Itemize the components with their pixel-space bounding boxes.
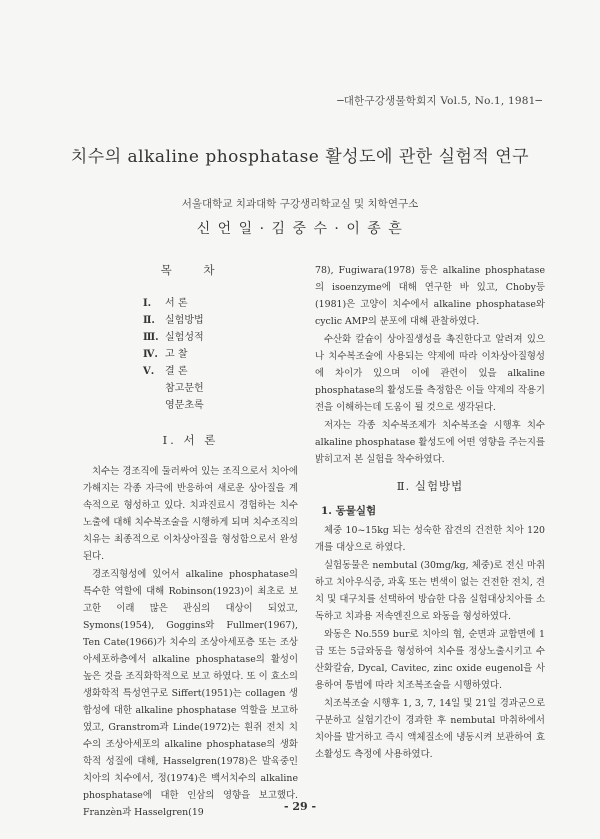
body-paragraph: 경조직형성에 있어서 alkaline phosphatase의 특수한 역할에 대해 Robinson(1923)이 최초로 보고한 이래 많은 관심의 대상이 되었고, Symons(1954), Goggins와 Fullmer(1967), Ten Cate(1966)가 치수의 조상아세포층 또는 조상아세포하층에서 alkaline phosphatase의 활성이 높은 것을 조직화학적으로 보고 하였다. 또 이 효소의 생화학적 특성연구로 Siffert(1951)는 collagen 생합성에 대한 alkaline phosphatase 역할을 보고하였고, Granstrom과 Linde(1972)는 흰쥐 전치 치수의 조상아세포의 alkaline phosphatase의 생화학적 성질에 대해, Hasselgren(1978)은 발육중인 치아의 치수에서, 정(1974)은 백서치수의 alkaline phosphatase에 대한 인삼의 영향을 보고했다. Franzèn과 Hasselgren(19 <box>83 569 298 818</box>
toc-number: Ⅳ. <box>143 349 158 360</box>
toc-item <box>143 312 298 329</box>
toc-label: 실험성적 <box>165 332 204 343</box>
toc-item <box>143 346 298 363</box>
body-paragraph: 체중 10~15kg 되는 성숙한 잡견의 건전한 치아 120개를 대상으로 하였다. <box>315 525 545 553</box>
body-paragraph: 저자는 각종 치수복조제가 치수복조술 시행후 치수 alkaline phosphatase 활성도에 어떤 영향을 주는지를 밝히고저 본 실험을 착수하였다. <box>315 420 545 465</box>
body-paragraph: 치조복조술 시행후 1, 3, 7, 14일 및 21일 경과군으로 구분하고 실험기간이 경과한 후 nembutal 마취하에서 치아를 발거하고 즉시 액체질소에 냉동시켜 보관하여 효소활성도 측정에 사용하였다. <box>315 698 545 760</box>
toc-number: Ⅱ. <box>143 315 155 326</box>
toc-label: 결 론 <box>165 366 188 377</box>
right-column <box>315 262 545 763</box>
section-heading-introduction: Ⅰ. 서 론 <box>162 433 219 447</box>
toc-number: Ⅰ. <box>143 298 152 309</box>
toc-label: 실험방법 <box>165 315 204 326</box>
body-paragraph: 실험동물은 nembutal (30mg/kg, 체중)로 전신 마취하고 치아우식증, 과혹 또는 변색이 없는 건전한 전치, 견치 및 대구치를 선택하여 방습한 다음 실험대상치아를 소독하고 치과용 저속엔진으로 와동을 형성하였다. <box>315 560 545 622</box>
toc-label: 영문초록 <box>165 400 204 411</box>
toc-number: Ⅲ. <box>143 332 159 343</box>
subsection-heading: 1. 동물실험 <box>321 505 377 517</box>
body-paragraph: 78), Fugiwara(1978) 등은 alkaline phosphatase의 isoenzyme에 대해 연구한 바 있고, Choby등 (1981)은 고양이 치수에서 alkaline phosphatase와 cyclic AMP의 분포에 대해 관찰하였다. <box>315 265 545 327</box>
left-column <box>83 262 298 821</box>
body-paragraph: 치수는 경조직에 둘러싸여 있는 조직으로서 치아에 가해지는 각종 자극에 반응하여 새로운 상아질을 계속적으로 형성하고 있다. 치과진료시 경험하는 치수노출에 대해 치수복조술을 시행하게 되며 치수조직의 치유는 최종적으로 이차상아질을 형성함으로서 완성된다. <box>83 466 298 562</box>
toc-label: 서 론 <box>165 298 188 309</box>
toc-label: 참고문헌 <box>165 383 204 394</box>
toc-heading: 목 차 <box>160 263 229 277</box>
section-heading-methods: Ⅱ. 실험방법 <box>396 479 464 493</box>
table-of-contents <box>83 295 298 414</box>
paper-title: 치수의 alkaline phosphatase 활성도에 관한 실험적 연구 <box>70 147 530 167</box>
toc-number: Ⅴ. <box>143 366 155 377</box>
body-paragraph: 와동은 No.559 bur로 치아의 협, 순면과 교합면에 1급 또는 5급와동을 형성하여 치수를 정상노출시키고 수산화칼슘, Dycal, Cavitec, zinc oxide eugenol을 사용하여 통법에 따라 치조복조술을 시행하였다. <box>315 629 545 691</box>
page-number: - 29 - <box>283 800 317 813</box>
running-head: ─대한구강생물학회지 Vol.5, No.1, 1981─ <box>337 95 542 107</box>
authors: 신 언 일 · 김 중 수 · 이 종 흔 <box>196 221 404 237</box>
toc-item <box>143 329 298 346</box>
toc-label: 고 찰 <box>165 349 188 360</box>
toc-item <box>143 380 298 397</box>
toc-item <box>143 295 298 312</box>
body-paragraph: 수산화 칼슘이 상아질생성을 촉진한다고 알려져 있으나 치수복조술에 사용되는 약제에 따라 이차상아질형성에 차이가 있으며 이에 관련이 있을 alkaline phosphatase의 활성도를 측정함은 이들 약제의 작용기전을 이해하는데 도움이 될 것으로 생각된다. <box>315 334 545 413</box>
affiliation: 서울대학교 치과대학 구강생리학교실 및 치학연구소 <box>181 198 419 210</box>
toc-item <box>143 363 298 380</box>
toc-item <box>143 397 298 414</box>
